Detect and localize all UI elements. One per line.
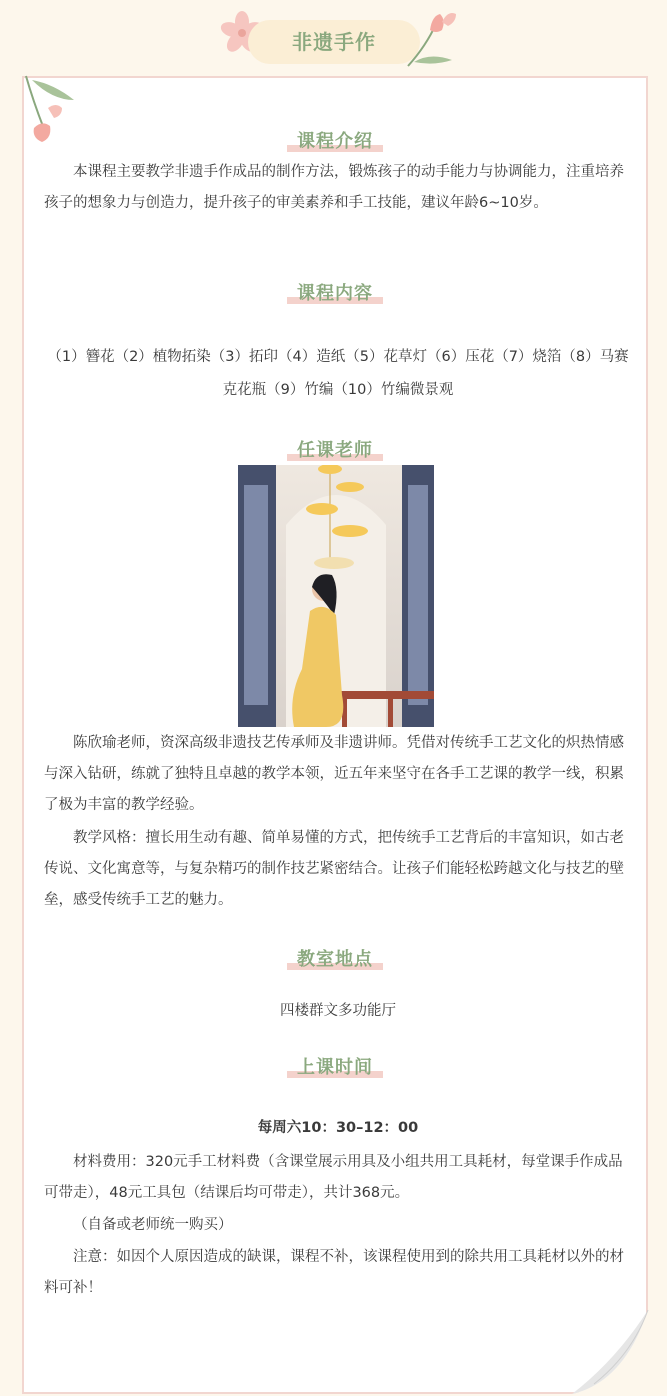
fee-note-text: （自备或老师统一购买） — [73, 1217, 233, 1233]
location-text: 四楼群文多功能厅 — [280, 1003, 396, 1019]
page-curl-icon — [572, 1310, 650, 1394]
section-heading-location: 教室地点 — [22, 945, 648, 971]
section-heading-intro: 课程介绍 — [22, 127, 648, 153]
class-time-text: 每周六10：30–12：00 — [257, 1120, 419, 1136]
teacher-photo — [238, 465, 434, 727]
header-banner — [0, 0, 667, 72]
section-heading-content: 课程内容 — [22, 279, 648, 305]
page-title: 非遗手作 — [292, 30, 376, 54]
content-list-text: （1）簪花（2）植物拓染（3）拓印（4）造纸（5）花草灯（6）压花（7）烧箔（8）马赛克花瓶（9）竹编（10）竹编微景观 — [47, 349, 629, 398]
teacher-bio-text: 陈欣瑜老师，资深高级非遗技艺传承师及非遗讲师。凭借对传统手工艺文化的炽热情感与深入钻研，练就了独特且卓越的教学本领，近五年来坚守在各手工艺课的教学一线，积累了极为丰富的教学经验。 — [44, 735, 624, 813]
teaching-style-text: 教学风格：擅长用生动有趣、简单易懂的方式，把传统手工艺背后的丰富知识，如古老传说、文化寓意等，与复杂精巧的制作技艺紧密结合。让孩子们能轻松跨越文化与技艺的壁垒，感受传统手工艺的魅力。 — [44, 830, 624, 908]
section-heading-schedule: 上课时间 — [22, 1053, 648, 1079]
section-heading-teacher: 任课老师 — [22, 436, 648, 462]
tulip-icon — [400, 6, 460, 68]
intro-text: 本课程主要教学非遗手作成品的制作方法，锻炼孩子的动手能力与协调能力，注重培养孩子的想象力与创造力，提升孩子的审美素养和手工技能，建议年龄6~10岁。 — [44, 164, 624, 211]
material-fee-text: 材料费用：320元手工材料费（含课堂展示用具及小组共用工具耗材，每堂课手作成品可带走），48元工具包（结课后均可带走），共计368元。 — [44, 1154, 623, 1201]
notice-text: 注意：如因个人原因造成的缺课，课程不补，该课程使用到的除共用工具耗材以外的材料可补！ — [44, 1249, 624, 1296]
